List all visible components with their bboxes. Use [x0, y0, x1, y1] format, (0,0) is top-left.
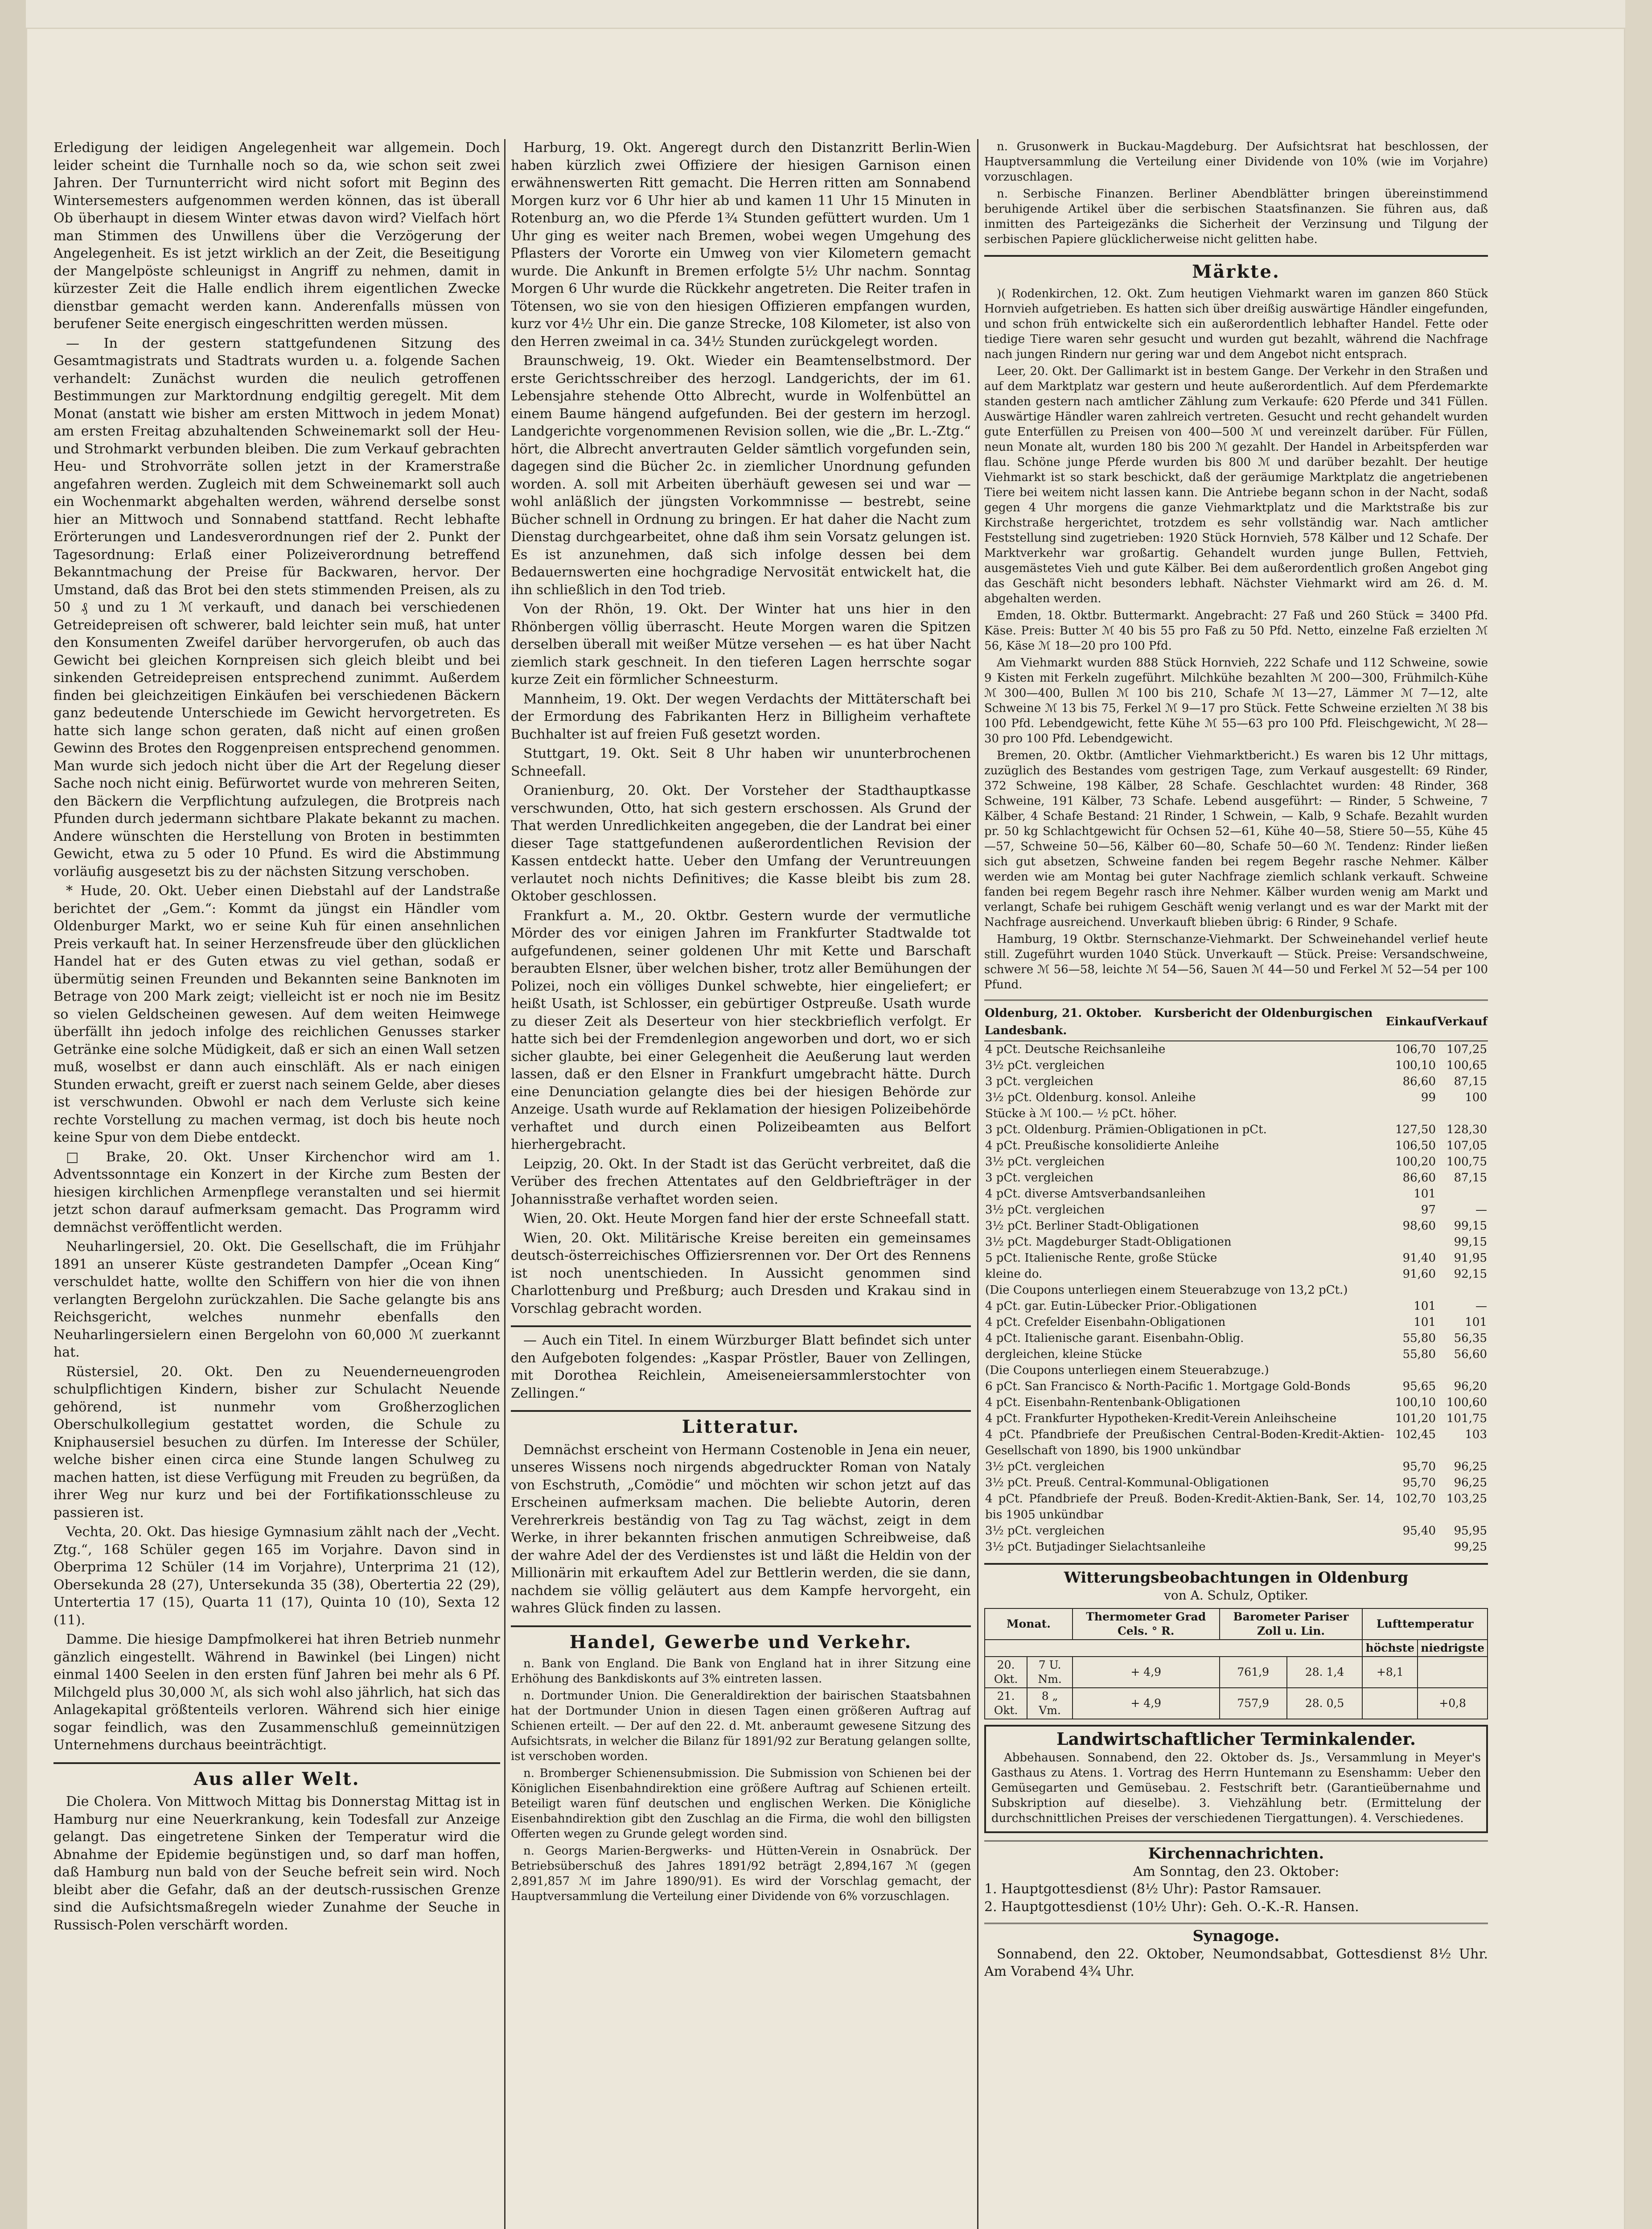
kurs-security: 3½ pCt. Oldenburg. konsol. Anleihe: [985, 1090, 1196, 1104]
kirche-line: 2. Hauptgottesdienst (10½ Uhr): Geh. O.-K.-R. Hansen.: [984, 1899, 1359, 1915]
synagoge-text: Sonnabend, den 22. Oktober, Neumondsabbat, Gottesdienst 8½ Uhr. Am Vorabend 4¾ Uhr.: [984, 1946, 1488, 1979]
section-rule: [984, 999, 1488, 1001]
article-paragraph: Mannheim, 19. Okt. Der wegen Verdachts der Mittäterschaft bei der Ermordung des Fabrikanten Herz in Billigheim verhaftete Buchhalter ist auf freien Fuß gesetzt worden.: [511, 691, 971, 742]
section-rule: [984, 1923, 1488, 1924]
article-paragraph: * Hude, 20. Okt. Ueber einen Diebstahl auf der Landstraße berichtet der „Gem.“: Kommt da jüngst ein Händler vom Oldenburger Markt, wo er seine Kuh für einen ansehnlichen Preis verkauft hat. In seiner Herzensfreude über den glücklichen Handel hat er des Guten etwas zu viel gethan, sodaß er übermütig seinen Freunden und Bekannten seine Banknoten im Betrage von 200 Mark zeigt; vielleicht ist er noch nie im Besitz so vielen Geldscheinen gewesen. Auf dem weiten Heimwege überfällt ihn jedoch infolge des reichlichen Genusses starker Getränke eine solche Müdigkeit, daß er sich an einen Wall setzen muß, woselbst er dann auch einschläft. Als er nach einigen Stunden erwacht, greift er zuerst nach seinem Gelde, aber dieses ist verschwunden. Obwohl er nach dem Verluste sich keine rechte Vorstellung zu machen vermag, ist doch bis heute noch keine Spur von dem Diebe entdeckt.: [53, 883, 500, 1145]
kurs-buy: 95,65: [1402, 1379, 1436, 1393]
kurs-security: (Die Coupons unterliegen einem Steuerabzuge.): [985, 1363, 1269, 1377]
article-paragraph: — In der gestern stattgefundenen Sitzung des Gesamtmagistrats und Stadtrats wurden u. a. folgende Sachen verhandelt: Zunächst wurden die neulich getroffenen Bestimmungen zur Marktordnung endgiltig geregelt. Mit dem Monat (anstatt wie bisher am ersten Mittwoch in jedem Monat) am ersten Freitag abzuhaltenden Schweinemarkt soll der Heu- und Strohmarkt verbunden bleiben. Die zum Verkauf gebrachten Heu- und Strohvorräte sollen jetzt in der Kramerstraße angefahren werden. Zugleich mit dem Schweinemarkt soll auch ein Wochenmarkt abgehalten werden, während derselbe sonst hier an Mittwoch und Sonnabend stattfand. Recht lebhafte Erörterungen und Landesverordnungen rief der 2. Punkt der Tagesordnung: Erlaß einer Polizeiverordnung betreffend Bekanntmachung der Preise für Backwaren, hervor. Der Umstand, daß das Brot bei den stets stimmenden Preisen, als zu 50 ₰ und zu 1 ℳ verkauft, und danach bei verschiedenen Getreidepreisen oft schwerer, bald leichter sein muß, hat unter den Konsumenten Zweifel darüber hervorgerufen, ob auch das Gewicht bei gleichen Kornpreisen sich gleich bleibt und bei sinkenden Getreidepreisen entsprechend zunimmt. Außerdem finden bei gleichzeitigen Einkäufen bei verschiedenen Bäckern ganz bedeutende Unterschiede im Gewicht hervorgetreten. Es hatte sich lange schon geraten, daß nicht auf einen großen Gewinn des Brotes den Roggenpreisen entsprechend genommen. Man wurde sich jedoch nicht über die Art der Regelung dieser Sache noch nicht einig. Befürwortet wurde von mehreren Seiten, den Bäckern die Verpflichtung aufzulegen, die Brotpreis nach Pfunden durch jedermann sichtbare Plakate bekannt zu machen. Andere wünschten die Herstellung von Broten in bestimmten Gewicht, etwa zu 5 oder 10 Pfund. Es wird die Abstimmung vorläufig ausgesetzt bis zu der nächsten Sitzung verschoben.: [53, 335, 500, 880]
kurs-buy: 106,50: [1395, 1139, 1436, 1152]
kurs-security: Stücke à ℳ 100.— ½ pCt. höher.: [985, 1106, 1177, 1120]
kurs-buy: 95,70: [1402, 1476, 1436, 1489]
weather-col-temp: Lufttemperatur: [1362, 1608, 1488, 1640]
column-3: [984, 139, 1488, 2229]
kurs-row: [984, 1202, 1488, 1218]
kurs-buy: 101: [1414, 1187, 1436, 1201]
left-page-edge: [0, 0, 26, 2229]
kurs-row: [984, 1106, 1488, 1122]
section-rule: [984, 255, 1488, 257]
weather-table: [984, 1608, 1488, 1719]
weather-cell: 7 U. Nm.: [1027, 1657, 1073, 1688]
article-paragraph: n. Bank von England. Die Bank von England hat in ihrer Sitzung eine Erhöhung des Bankdiskonts auf 3% eintreten lassen.: [511, 1657, 971, 1686]
kurs-security: 4 pCt. diverse Amtsverbandsanleihen: [985, 1187, 1206, 1201]
kurs-security: 3½ pCt. Berliner Stadt-Obligationen: [985, 1219, 1199, 1233]
kurs-buy: 97: [1421, 1203, 1436, 1217]
weather-col-low: niedrigste: [1418, 1640, 1488, 1657]
kurs-sell: 100,60: [1447, 1395, 1487, 1409]
kurs-sell: 96,20: [1454, 1379, 1487, 1393]
kurs-row: [984, 1073, 1488, 1090]
kurs-sell: 103: [1465, 1427, 1487, 1441]
kurs-security: 4 pCt. Frankfurter Hypotheken-Kredit-Verein Anleihscheine: [985, 1411, 1337, 1425]
kurs-row: [984, 1330, 1488, 1346]
kurs-sell: 107,05: [1447, 1139, 1487, 1152]
kurs-buy: [1385, 1362, 1437, 1378]
kurs-sell: 92,15: [1454, 1267, 1487, 1281]
kurs-security: 3 pCt. Oldenburg. Prämien-Obligationen in pCt.: [985, 1123, 1267, 1136]
kurs-body: [984, 1041, 1488, 1555]
kurs-buy: 55,80: [1402, 1331, 1436, 1345]
weather-cell: 8 „ Vm.: [1027, 1688, 1073, 1719]
article-paragraph: Vechta, 20. Okt. Das hiesige Gymnasium zählt nach der „Vecht. Ztg.“, 168 Schüler gegen 165 im Vorjahre. Davon sind in Oberprima 12 Schüler (14 im Vorjahre), Unterprima 21 (12), Obersekunda 28 (27), Untersekunda 35 (38), Obertertia 22 (29), Untertertia 17 (15), Quarta 11 (17), Quinta 10 (10), Sexta 12 (11).: [53, 1524, 500, 1628]
kurs-security: 4 pCt. Crefelder Eisenbahn-Obligationen: [985, 1315, 1226, 1329]
kurs-security: 3½ pCt. Magdeburger Stadt-Obligationen: [985, 1235, 1232, 1249]
section-title: Aus aller Welt.: [193, 1768, 360, 1789]
article-paragraph: — Auch ein Titel. In einem Würzburger Blatt befindet sich unter den Aufgeboten folgendes: „Kaspar Pröstler, Bauer von Zellingen, mit Dorothea Reichlein, Ameiseneiersammlerstochter von Zellingen.“: [511, 1332, 971, 1401]
article-paragraph: Demnächst erscheint von Hermann Costenoble in Jena ein neuer, unseres Wissens noch nirgends abgedruckter Roman von Nataly von Eschstruth, „Comödie“ und möchten wir schon jetzt auf das Erscheinen aufmerksam machen. Die beliebte Autorin, deren Verehrerkreis beständig von Tag zu Tag wächst, zeigt in dem Werke, in ihrer bekannten frischen anmutigen Schreibweise, daß der wahre Adel der des Verdienstes ist und läßt die Heldin von der Millionärin mit erkauftem Adel zur Bettlerin werden, die sie dann, nachdem sie völlig geläutert aus dem Kampfe hervorgeht, ein wahres Glück finden zu lassen.: [511, 1442, 971, 1616]
kurs-sell: —: [1475, 1203, 1487, 1217]
kurs-security: (Die Coupons unterliegen einem Steuerabzuge von 13,2 pCt.): [985, 1283, 1348, 1297]
article-paragraph: Leipzig, 20. Okt. In der Stadt ist das Gerücht verbreitet, daß die Verüber des frechen Attentates auf den Geldbriefträger in der Johannisstraße verhaftet worden seien.: [511, 1156, 971, 1207]
kurs-security: 3½ pCt. vergleichen: [985, 1460, 1105, 1473]
kurs-sell: [1437, 1186, 1488, 1202]
synagoge-title: Synagoge.: [1192, 1927, 1280, 1945]
kurs-buy: 102,45: [1395, 1427, 1436, 1441]
column-1: [53, 139, 500, 2229]
kurs-sell: 128,30: [1447, 1123, 1487, 1136]
kurs-row: [984, 1186, 1488, 1202]
kurs-buy: 101,20: [1395, 1411, 1436, 1425]
kurs-security: 6 pCt. San Francisco & North-Pacific 1. Mortgage Gold-Bonds: [985, 1379, 1351, 1393]
column-rule: [977, 139, 978, 2229]
kurs-security: 4 pCt. Preußische konsolidierte Anleihe: [985, 1139, 1219, 1152]
kurs-buy: [1385, 1282, 1437, 1298]
newspaper-page: [26, 28, 1625, 2229]
article-paragraph: Von der Rhön, 19. Okt. Der Winter hat uns hier in den Rhönbergen völlig überrascht. Heute Morgen waren die Spitzen derselben überall mit weißer Mütze versehen — es hat über Nacht ziemlich stark geschneit. In den tieferen Lagen herrschte sogar kurze Zeit ein förmlicher Schneesturm.: [511, 601, 971, 687]
kurs-sell: 100,65: [1447, 1058, 1487, 1072]
kurs-row: [984, 1362, 1488, 1378]
kurs-security: 3½ pCt. vergleichen: [985, 1524, 1105, 1538]
article-paragraph: Wien, 20. Okt. Heute Morgen fand hier der erste Schneefall statt.: [523, 1211, 970, 1226]
kurs-sell: 56,35: [1454, 1331, 1487, 1345]
weather-title: Witterungsbeobachtungen in Oldenburg: [1064, 1568, 1409, 1587]
article-paragraph: Die Cholera. Von Mittwoch Mittag bis Donnerstag Mittag ist in Hamburg nur eine Neuerkrankung, kein Todesfall zur Anzeige gelangt. Das eingetretene Sinken der Temperatur wird die Abnahme der Epidemie begünstigen und, so darf man hoffen, daß Hamburg nun bald von der Seuche befreit sein wird. Noch bleibt aber die Gefahr, daß an der deutsch-russischen Grenze sind die Aufsichtsmaßregeln wieder Zunahme der Seuche in Russisch-Polen verschärft worden.: [53, 1794, 500, 1933]
kurs-row: [984, 1057, 1488, 1073]
kurs-col-sell: Verkauf: [1437, 1004, 1488, 1041]
kurs-buy: 101: [1414, 1299, 1436, 1313]
article-paragraph: Oranienburg, 20. Okt. Der Vorsteher der Stadthauptkasse verschwunden, Otto, hat sich gestern erschossen. Als Grund der That werden Unredlichkeiten angegeben, die der Landrat bei einer dieser Tage stattgefundenen außerordentlichen Revision der Kassen entdeckt hatte. Ueber den Umfang der Veruntreuungen verlautet noch nichts Definitives; die Kasse bleibt bis zum 28. Oktober geschlossen.: [511, 783, 971, 904]
article-paragraph: Leer, 20. Okt. Der Gallimarkt ist in bestem Gange. Der Verkehr in den Straßen und auf dem Marktplatz war gestern und heute außerordentlich. Auf dem Pferdemarkte standen gestern nach amtlicher Zählung zum Verkaufe: 620 Pferde und 341 Füllen. Auswärtige Händler waren zahlreich vertreten. Gesucht und recht gehandelt wurden gute Enterfüllen zu Preisen von 400—500 ℳ und vereinzelt darüber. Für Füllen, neun Monate alt, wurden 180 bis 200 ℳ gezahlt. Der Handel in Arbeitspferden war flau. Schöne junge Pferde wurden bis 800 ℳ und darüber bezahlt. Der heutige Viehmarkt ist so stark beschickt, daß der geräumige Marktplatz die angetriebenen Tiere bei weitem nicht lassen kann. Die Antriebe begann schon in der Nacht, sodaß gegen 4 Uhr morgens die ganze Viehmarktplatz und die Marktstraße bis zur Kirchstraße hergerichtet, trotzdem es sehr vollständig war. Nach amtlicher Feststellung sind zugetrieben: 1920 Stück Hornvieh, 578 Kälber und 12 Schafe. Der Marktverkehr war großartig. Gehandelt wurden junge Bullen, Fettvieh, ausgemästetes Vieh und gute Kälber. Bei dem außerordentlich großen Angebot ging das Geschäft nicht besonders lebhaft. Nächster Viehmarkt wird am 26. d. M. abgehalten werden.: [984, 364, 1488, 605]
kurs-sell: 101: [1465, 1315, 1487, 1329]
weather-body: [985, 1657, 1488, 1719]
article-paragraph: Emden, 18. Oktbr. Buttermarkt. Angebracht: 27 Faß und 260 Stück = 3400 Pfd. Käse. Preis: Butter ℳ 40 bis 55 pro Faß zu 50 Pfd. Netto, einzelne Faß erzielten ℳ 56, Käse ℳ 18—20 pro 100 Pfd.: [984, 609, 1488, 653]
kurs-security: 4 pCt. Deutsche Reichsanleihe: [985, 1042, 1166, 1056]
article-paragraph: □ Brake, 20. Okt. Unser Kirchenchor wird am 1. Adventssonntage ein Konzert in der Kirche zum Besten der hiesigen kirchlichen Armenpflege veranstalten und sei hiermit jetzt schon darauf aufmerksam gemacht. Das Programm wird demnächst veröffentlicht werden.: [53, 1149, 500, 1235]
kurs-security: 3 pCt. vergleichen: [985, 1171, 1093, 1184]
article-paragraph: Wien, 20. Okt. Militärische Kreise bereiten ein gemeinsames deutsch-österreichisches Offiziersrennen vor. Der Ort des Rennens ist noch unentschieden. In Aussicht genommen sind Charlottenburg und Preßburg; auch Dresden und Krakau sind in Vorschlag gebracht worden.: [511, 1230, 971, 1316]
kurs-sell: [1437, 1282, 1488, 1298]
weather-cell: 20. Okt.: [985, 1657, 1027, 1688]
kurs-sell: 96,25: [1454, 1476, 1487, 1489]
kurs-row: [984, 1491, 1488, 1523]
kurs-buy: 127,50: [1395, 1123, 1436, 1136]
kurs-row: [984, 1122, 1488, 1138]
kurs-row: [984, 1475, 1488, 1491]
kirche-title: Kirchennachrichten.: [1148, 1845, 1324, 1863]
kurs-title: Kursbericht der Oldenburgischen Landesbank.: [985, 1006, 1373, 1037]
weather-col-thermo: Thermometer Grad Cels. ° R.: [1073, 1608, 1220, 1640]
kurs-row: [984, 1411, 1488, 1427]
weather-cell: 761,9: [1220, 1657, 1287, 1688]
article-paragraph: Erledigung der leidigen Angelegenheit war allgemein. Doch leider scheint die Turnhalle noch so da, wie schon seit zwei Jahren. Der Turnunterricht wird nicht sofort mit Beginn des Wintersemesters aufgenommen werden können, das ist überall Ob überhaupt in diesem Winter etwas davon wird? Vielfach hört man Stimmen des Unwillens über die Verzögerung der Angelegenheit. Es ist jetzt wirklich an der Zeit, die Beseitigung der Mangelpöste schleunigst in Angriff zu nehmen, damit in kürzester Zeit die Halle endlich ihrem eigentlichen Zwecke dienstbar gemacht werden kann. Anderenfalls müssen von berufener Seite energisch eingeschritten werden müssen.: [53, 140, 500, 332]
kurs-security: kleine do.: [985, 1267, 1043, 1281]
section-rule: [511, 1625, 971, 1627]
kurs-buy: 86,60: [1402, 1171, 1436, 1184]
kurs-sell: [1437, 1362, 1488, 1378]
weather-cell: +0,8: [1418, 1688, 1488, 1719]
kurs-buy: 55,80: [1402, 1347, 1436, 1361]
right-page-edge: [1625, 0, 1652, 2229]
kurs-security: 3½ pCt. Preuß. Central-Kommunal-Obligationen: [985, 1476, 1269, 1489]
kurs-security: 3½ pCt. vergleichen: [985, 1058, 1105, 1072]
kurs-sell: 100: [1465, 1090, 1487, 1104]
article-paragraph: n. Georgs Marien-Bergwerks- und Hütten-Verein in Osnabrück. Der Betriebsüberschuß des Jahres 1891/92 beträgt 2,894,167 ℳ (gegen 2,891,857 ℳ im Jahre 1890/91). Es wird der Vorschlag gemacht, der Hauptversammlung die Verteilung einer Dividende von 6% vorzuschlagen.: [511, 1844, 971, 1903]
kurs-security: 4 pCt. Pfandbriefe der Preuß. Boden-Kredit-Aktien-Bank, Ser. 14, bis 1905 unkündbar: [985, 1492, 1385, 1522]
kurs-sell: 101,75: [1447, 1411, 1487, 1425]
kurs-row: [984, 1090, 1488, 1106]
kurs-row: [984, 1394, 1488, 1411]
section-rule: [511, 1325, 971, 1327]
kurs-sell: 107,25: [1447, 1042, 1487, 1056]
kurs-sell: 87,15: [1454, 1074, 1487, 1088]
article-paragraph: Neuharlingersiel, 20. Okt. Die Gesellschaft, die im Frühjahr 1891 an unserer Küste gestrandeten Dampfer „Ocean King“ verschuldet hatte, wollte den Schiffern von hier die von ihnen verlangten Bergelohn zurückzahlen. Die Sache gelangte bis ans Reichsgericht, welches nunmehr ebenfalls den Neuharlingersielern einen Bergelohn von 60,000 ℳ zuerkannt hat.: [53, 1239, 500, 1360]
section-title: Märkte.: [1192, 261, 1280, 282]
column-2: [511, 139, 971, 2229]
kurs-security: 3½ pCt. vergleichen: [985, 1155, 1105, 1168]
kurs-buy: [1385, 1539, 1437, 1555]
kurs-security: 4 pCt. Eisenbahn-Rentenbank-Obligationen: [985, 1395, 1241, 1409]
kurs-security: 3½ pCt. Butjadinger Sielachtsanleihe: [985, 1540, 1206, 1554]
article-paragraph: Braunschweig, 19. Okt. Wieder ein Beamtenselbstmord. Der erste Gerichtsschreiber des herzogl. Landgerichts, der im 61. Lebensjahre stehende Otto Albrecht, wurde in Wolfenbüttel an einem Baume hängend aufgefunden. Bei der gestern im herzogl. Landgerichte vorgenommenen Revision sollen, wie die „Br. L.-Ztg.“ hört, die Albrecht anvertrauten Gelder sämtlich vorgefunden sein, dagegen sind die Bücher 2c. in ziemlicher Unordnung gefunden worden. A. soll mit Arbeiten überhäuft gewesen sei und war — wohl anläßlich der jüngsten Vorkommnisse — bestrebt, seine Bücher schnell in Ordnung zu bringen. Er hat daher die Nacht zum Dienstag durchgearbeitet, ohne daß ihm sein Vorsatz gelungen ist. Es ist anzunehmen, daß sich infolge dessen bei dem Bedauernswerten eine hochgradige Nervosität entwickelt hat, die ihn schließlich in den Tod trieb.: [511, 353, 971, 598]
section-rule: [984, 1563, 1488, 1565]
kirche-line: 1. Hauptgottesdienst (8½ Uhr): Pastor Ramsauer.: [984, 1881, 1322, 1897]
kurs-buy: 86,60: [1402, 1074, 1436, 1088]
kurs-table: [984, 1004, 1488, 1555]
kurs-sell: 100,75: [1447, 1155, 1487, 1168]
kurs-buy: 101: [1414, 1315, 1436, 1329]
weather-cell: [1418, 1657, 1488, 1688]
weather-row: [985, 1657, 1488, 1688]
kurs-row: [984, 1378, 1488, 1394]
article-paragraph: n. Serbische Finanzen. Berliner Abendblätter bringen übereinstimmend beruhigende Artikel über die serbischen Staatsfinanzen. Sie führen aus, daß inmitten des Parteigezänks die Sicherheit der Verzinsung und Tilgung der serbischen Papiere glücklicherweise nicht gelitten habe.: [984, 187, 1488, 246]
kurs-row: [984, 1298, 1488, 1314]
kurs-row: [984, 1346, 1488, 1362]
section-title: Litteratur.: [682, 1416, 800, 1437]
kurs-buy: [1385, 1234, 1437, 1250]
kurs-row: [984, 1250, 1488, 1266]
section-rule: [511, 1410, 971, 1412]
kurs-row: [984, 1282, 1488, 1298]
kurs-sell: 56,60: [1454, 1347, 1487, 1361]
terminkalender-title: Landwirtschaftlicher Terminkalender.: [1056, 1728, 1416, 1749]
kurs-row: [984, 1138, 1488, 1154]
weather-col-high: höchste: [1362, 1640, 1418, 1657]
kurs-buy: 91,60: [1402, 1267, 1436, 1281]
kurs-row: [984, 1041, 1488, 1057]
kurs-row: [984, 1234, 1488, 1250]
section-title: Handel, Gewerbe und Verkehr.: [569, 1631, 912, 1653]
weather-cell: + 4,9: [1073, 1657, 1220, 1688]
kurs-buy: 106,70: [1395, 1042, 1436, 1056]
kurs-sell: 103,25: [1447, 1492, 1487, 1505]
kurs-buy: 100,10: [1395, 1058, 1436, 1072]
article-paragraph: Damme. Die hiesige Dampfmolkerei hat ihren Betrieb nunmehr gänzlich eingestellt. Während in Bawinkel (bei Lingen) nicht einmal 1400 Seelen in den ersten fünf Jahren bei mehr als 6 Pf. Milchgeld plus 30,000 ℳ, als sich wohl also jährlich, hat sich das Anlagekapital größtenteils verloren. Während sich hier einige sogar feindlich, was den Zusammenschluß gemeinnützigen Unternehmens durchaus beeinträchtigt.: [53, 1632, 500, 1753]
kurs-row: [984, 1427, 1488, 1459]
kurs-row: [984, 1314, 1488, 1330]
weather-cell: 28. 0,5: [1287, 1688, 1363, 1719]
article-paragraph: Am Viehmarkt wurden 888 Stück Hornvieh, 222 Schafe und 112 Schweine, sowie 9 Kisten mit Ferkeln zugeführt. Milchkühe bezahlten ℳ 200—300, Frühmilch-Kühe ℳ 300—400, Bullen ℳ 100 bis 210, Schafe ℳ 13—27, Lämmer ℳ 7—12, alte Schweine ℳ 13 bis 75, Ferkel ℳ 9—17 pro Stück. Fette Schweine erzielten ℳ 38 bis 100 Pfd. Lebendgewicht, fette Kühe ℳ 55—63 pro 100 Pfd. Fleischgewicht, ℳ 28—30 pro 100 Pfd. Lebendgewicht.: [984, 656, 1488, 745]
column-rule: [504, 139, 505, 2229]
weather-cell: 21. Okt.: [985, 1688, 1027, 1719]
kurs-buy: 100,10: [1395, 1395, 1436, 1409]
weather-cell: +8,1: [1362, 1657, 1418, 1688]
kurs-sell: 99,25: [1454, 1540, 1487, 1554]
kurs-row: [984, 1170, 1488, 1186]
weather-cell: [1362, 1688, 1418, 1719]
section-rule: [984, 1840, 1488, 1842]
kurs-security: 4 pCt. gar. Eutin-Lübecker Prior.-Obligationen: [985, 1299, 1257, 1313]
kurs-buy: 91,40: [1402, 1251, 1436, 1265]
kurs-header: [984, 1004, 1385, 1041]
kurs-buy: [1385, 1106, 1437, 1122]
weather-col-baro: Barometer Pariser Zoll u. Lin.: [1220, 1608, 1363, 1640]
article-paragraph: Hamburg, 19 Oktbr. Sternschanze-Viehmarkt. Der Schweinehandel verlief heute still. Zugeführt wurden 1040 Stück. Unverkauft — Stück. Preise: Versandschweine, schwere ℳ 56—58, leichte ℳ 54—56, Sauen ℳ 44—50 und Ferkel ℳ 52—54 per 100 Pfund.: [984, 932, 1488, 991]
kurs-sell: 99,15: [1454, 1235, 1487, 1249]
weather-cell: + 4,9: [1073, 1688, 1220, 1719]
kirche-date: Am Sonntag, den 23. Oktober:: [1133, 1863, 1340, 1879]
kurs-buy: 98,60: [1402, 1219, 1436, 1233]
kurs-sell: 96,25: [1454, 1460, 1487, 1473]
kurs-row: [984, 1459, 1488, 1475]
kurs-row: [984, 1154, 1488, 1170]
kurs-sell: 87,15: [1454, 1171, 1487, 1184]
article-paragraph: n. Dortmunder Union. Die Generaldirektion der bairischen Staatsbahnen hat der Dortmunder Union in diesen Tagen einen größeren Auftrag auf Schienen erteilt. — Der auf den 22. d. Mt. anberaumt gewesene Sitzung des Aufsichtsrats, in welcher die Bilanz für 1891/92 zur Beratung gelangen sollte, ist verschoben worden.: [511, 1689, 971, 1763]
weather-cell: 28. 1,4: [1287, 1657, 1363, 1688]
kurs-sell: 91,95: [1454, 1251, 1487, 1265]
article-paragraph: Stuttgart, 19. Okt. Seit 8 Uhr haben wir ununterbrochenen Schneefall.: [511, 746, 971, 779]
article-paragraph: n. Bromberger Schienensubmission. Die Submission von Schienen bei der Königlichen Eisenbahndirektion eine größere Auftrag auf Schienen erteilt. Beteiligt waren fünf deutschen und englischen Werken. Die Königliche Eisenbahndirektion gibt den Zuschlag an die Firma, die wohl den billigsten Offerten wegen zu Grunde gelegt worden sind.: [511, 1767, 971, 1841]
kurs-security: 4 pCt. Italienische garant. Eisenbahn-Oblig.: [985, 1331, 1244, 1345]
article-paragraph: Bremen, 20. Oktbr. (Amtlicher Viehmarktbericht.) Es waren bis 12 Uhr mittags, zuzüglich des Bestandes vom gestrigen Tage, zum Verkauf ausgestellt: 69 Rinder, 372 Schweine, 198 Kälber, 28 Schafe. Geschlachtet wurden: 48 Rinder, 368 Schweine, 191 Kälber, 73 Schafe. Lebend ausgeführt: — Rinder, 5 Schweine, 7 Kälber, 4 Schafe Bestand: 21 Rinder, 1 Schwein, — Kalb, 9 Schafe. Bezahlt wurden pr. 50 kg Schlachtgewicht für Ochsen 52—61, Kühe 40—58, Stiere 50—55, Kühe 45—57, Schweine 50—56, Kälber 60—80, Schafe 50—60 ℳ. Tendenz: Rinder ließen sich gut absetzen, Schweine fanden bei regem Begehr rasche Nehmer. Kälber werden wie am Montag bei guter Nachfrage ziemlich schlank verkauft. Schweine fanden bei regem Begehr rasch ihre Nehmer. Kälber wurden wenig am Markt und verlangt, Schafe bei ruhigem Geschäft wenig verlangt und es war der Markt mit der Nachfrage ausreichend. Unverkauft blieben übrig: 6 Rinder, 9 Schafe.: [984, 748, 1488, 929]
kurs-row: [984, 1218, 1488, 1234]
kurs-sell: [1437, 1106, 1488, 1122]
kurs-buy: 100,20: [1395, 1155, 1436, 1168]
article-paragraph: Rüstersiel, 20. Okt. Den zu Neuenderneuengroden schulpflichtigen Kindern, bisher zur Schulacht Neuende gehörend, ist nunmehr vom Großherzoglichen Oberschulkollegium gestattet worden, die Schule zu Kniphausersiel besuchen zu dürfen. Im Interesse der Schüler, welche bisher einen circa eine Stunde langen Schulweg zu machen hatten, ist diese Verfügung mit Freuden zu begrüßen, da ihrer Weg nur kurz und bei der Fortifikationsschleuse zu passieren ist.: [53, 1364, 500, 1521]
kurs-buy: 95,70: [1402, 1460, 1436, 1473]
article-paragraph: Harburg, 19. Okt. Angeregt durch den Distanzritt Berlin-Wien haben kürzlich zwei Offiziere der hiesigen Garnison einen erwähnenswerten Ritt gemacht. Die Herren ritten am Sonnabend Morgen kurz vor 6 Uhr hier ab und kamen 11 Uhr 15 Minuten in Rotenburg an, wo die Pferde 1¾ Stunden gefüttert wurden. Um 1 Uhr ging es weiter nach Bremen, wobei wegen Umgehung des Pflasters der Vororte ein Umweg von vier Kilometern gemacht wurde. Die Ankunft in Bremen erfolgte 5½ Uhr nachm. Sonntag Morgen 6 Uhr wurde die Rückkehr angetreten. Die Reiter trafen in Tötensen, wo sie von den hiesigen Offizieren empfangen wurden, kurz vor 4½ Uhr ein. Die ganze Strecke, 108 Kilometer, ist also von den Herren zweimal in ca. 34½ Stunden zurückgelegt worden.: [511, 140, 971, 350]
kurs-sell: —: [1475, 1299, 1487, 1313]
kurs-buy: 102,70: [1395, 1492, 1436, 1505]
kurs-sell: 99,15: [1454, 1219, 1487, 1233]
kurs-row: [984, 1539, 1488, 1555]
article-paragraph: n. Grusonwerk in Buckau-Magdeburg. Der Aufsichtsrat hat beschlossen, der Hauptversammlung die Verteilung einer Dividende von 10% (wie im Vorjahre) vorzuschlagen.: [984, 140, 1488, 184]
kurs-security: 3½ pCt. vergleichen: [985, 1203, 1105, 1217]
terminkalender-box: [984, 1725, 1488, 1834]
weather-subtitle: von A. Schulz, Optiker.: [1164, 1588, 1308, 1603]
weather-cell: 757,9: [1220, 1688, 1287, 1719]
kurs-row: [984, 1266, 1488, 1282]
kurs-place: Oldenburg, 21. Oktober.: [985, 1006, 1142, 1020]
terminkalender-text: Abbehausen. Sonnabend, den 22. Oktober ds. Js., Versammlung in Meyer's Gasthaus zu Atens. 1. Vortrag des Herrn Huntemann zu Esenshamm: Ueber den Gemüsegarten und Gemüsebau. 2. Festschrift betr. (Garantieübernahme und Subskription auf dieselbe). 3. Viehzählung betr. (Ermittelung der durchschnittlichen Preises der verschiedenen Tiergattungen). 4. Verschiedenes.: [991, 1751, 1481, 1825]
kurs-row: [984, 1523, 1488, 1539]
article-paragraph: )( Rodenkirchen, 12. Okt. Zum heutigen Viehmarkt waren im ganzen 860 Stück Hornvieh aufgetrieben. Es hatten sich über dreißig auswärtige Händler eingefunden, und schon früh entwickelte sich ein außerordentlich lebhafter Handel. Fette oder tiedige Tiere waren sehr gesucht und wurden gut bezahlt, während die Nachfrage nach jungen Rindern nur gering war und dem Angebot nicht entsprach.: [984, 287, 1488, 361]
kurs-buy: 95,40: [1402, 1524, 1436, 1538]
weather-row: [985, 1688, 1488, 1719]
section-rule: [53, 1762, 500, 1764]
kurs-security: 4 pCt. Pfandbriefe der Preußischen Central-Boden-Kredit-Aktien-Gesellschaft von 1890, bis 1900 unkündbar: [985, 1427, 1385, 1457]
kurs-buy: 99: [1421, 1090, 1436, 1104]
kurs-sell: 95,95: [1454, 1524, 1487, 1538]
kurs-security: dergleichen, kleine Stücke: [985, 1347, 1142, 1361]
article-paragraph: Frankfurt a. M., 20. Oktbr. Gestern wurde der vermutliche Mörder des vor einigen Jahren im Frankfurter Stadtwalde tot aufgefundenen, seiner goldenen Uhr mit Kette und Barschaft beraubten Elsner, über welchen bisher, trotz aller Bemühungen der Polizei, noch ein völliges Dunkel schwebte, hier eingeliefert; er heißt Usath, ist Schlosser, ein gebürtiger Ostpreuße. Usath wurde zu dieser Zeit als Deserteur von hier steckbrieflich verfolgt. Er hatte sich bei der Fremdenlegion angeworben und dort, wo er sich sicher glaubte, bei einer Gelegenheit die Aeußerung laut werden lassen, daß er den Elsner in Frankfurt umgebracht hätte. Durch eine Denunciation gelangte dies bei der hiesigen Behörde zur Anzeige. Usath wurde auf Reklamation der hiesigen Polizeibehörde verhaftet und durch einen Polizeibeamten aus Belfort hierhergebracht.: [511, 908, 971, 1152]
kurs-col-buy: Einkauf: [1385, 1004, 1437, 1041]
kurs-security: 3 pCt. vergleichen: [985, 1074, 1093, 1088]
weather-col-month: Monat.: [985, 1608, 1073, 1640]
kurs-security: 5 pCt. Italienische Rente, große Stücke: [985, 1251, 1217, 1265]
